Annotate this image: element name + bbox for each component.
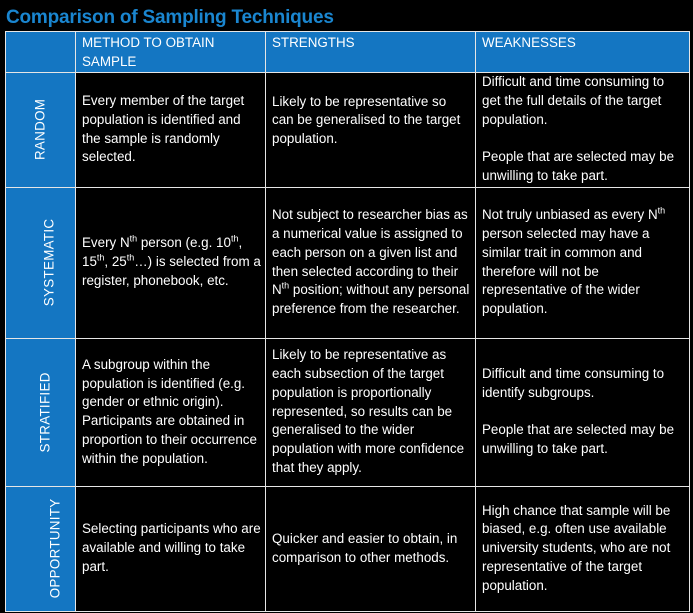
row-label-cell	[6, 486, 76, 611]
strengths-cell	[266, 72, 476, 187]
table-row	[6, 187, 690, 338]
method-cell	[76, 187, 266, 338]
header-weaknesses: WEAKNESSES	[476, 32, 690, 73]
weaknesses-text: Not truly unbiased as every $N^{th}$ person selected may have a similar trait in common and therefore will not be representative of the wider population.	[482, 205, 666, 317]
weaknesses-cell	[476, 338, 690, 486]
strengths-text: Not subject to researcher bias as a numerical value is assigned to each person on a given list and then selected according to their $N^{th}$ position; without any personal preference from the researcher.	[272, 207, 470, 317]
row-label: RANDOM	[32, 98, 48, 161]
method-cell	[76, 486, 266, 611]
table-row	[6, 338, 690, 486]
weaknesses-cell	[476, 486, 690, 611]
method-text: Every $N^{th}$ person (e.g. 10th, 15th, 25th…) is selected from a register, phonebook, etc.	[82, 233, 261, 288]
strengths-cell	[266, 187, 476, 338]
strengths-text: Likely to be representative so can be generalised to the target population.	[272, 93, 461, 147]
row-label-cell	[6, 72, 76, 187]
row-label: STRATIFIED	[37, 372, 53, 453]
strengths-cell	[266, 338, 476, 486]
row-label-cell	[6, 338, 76, 486]
header-corner	[6, 32, 76, 73]
weaknesses-text: Difficult and time consuming to identify subgroups.	[482, 366, 665, 400]
method-cell	[76, 338, 266, 486]
table-row	[6, 72, 690, 187]
strengths-text: Quicker and easier to obtain, in comparison to other methods.	[272, 530, 458, 565]
header-strengths: STRENGTHS	[266, 32, 476, 73]
strengths-cell	[266, 486, 476, 611]
weaknesses-cell	[476, 187, 690, 338]
weaknesses-cell	[476, 72, 690, 187]
header-row	[6, 32, 690, 73]
weaknesses-text: High chance that sample will be biased, e.g. often use available university students, who are not representative of the target population.	[482, 502, 671, 593]
page-title: Comparison of Sampling Techniques	[6, 7, 334, 28]
method-text: Selecting participants who are available and willing to take part.	[82, 521, 261, 574]
strengths-text: Likely to be representative as each subsection of the target population is proportionally represented, so results can be generalised to the wider population with more confidence that they apply.	[272, 347, 465, 476]
method-text: Every member of the target population is identified and the sample is randomly selected.	[82, 93, 245, 165]
header-method: METHOD TO OBTAIN SAMPLE	[76, 32, 266, 73]
weaknesses-text: People that are selected may be unwilling to take part.	[482, 422, 675, 457]
weaknesses-text: Difficult and time consuming to get the full details of the target population.	[482, 74, 665, 127]
method-text: A subgroup within the population is identified (e.g. gender or ethnic origin). Participants are obtained in proportion to their occurrence within the population.	[82, 356, 257, 466]
row-label: SYSTEMATIC	[41, 218, 57, 307]
sampling-comparison-table	[5, 31, 690, 612]
table-row	[6, 486, 690, 611]
method-cell	[76, 72, 266, 187]
weaknesses-text: People that are selected may be unwilling to take part.	[482, 149, 675, 184]
row-label-cell	[6, 187, 76, 338]
row-label: OPPORTUNITY	[47, 498, 63, 599]
